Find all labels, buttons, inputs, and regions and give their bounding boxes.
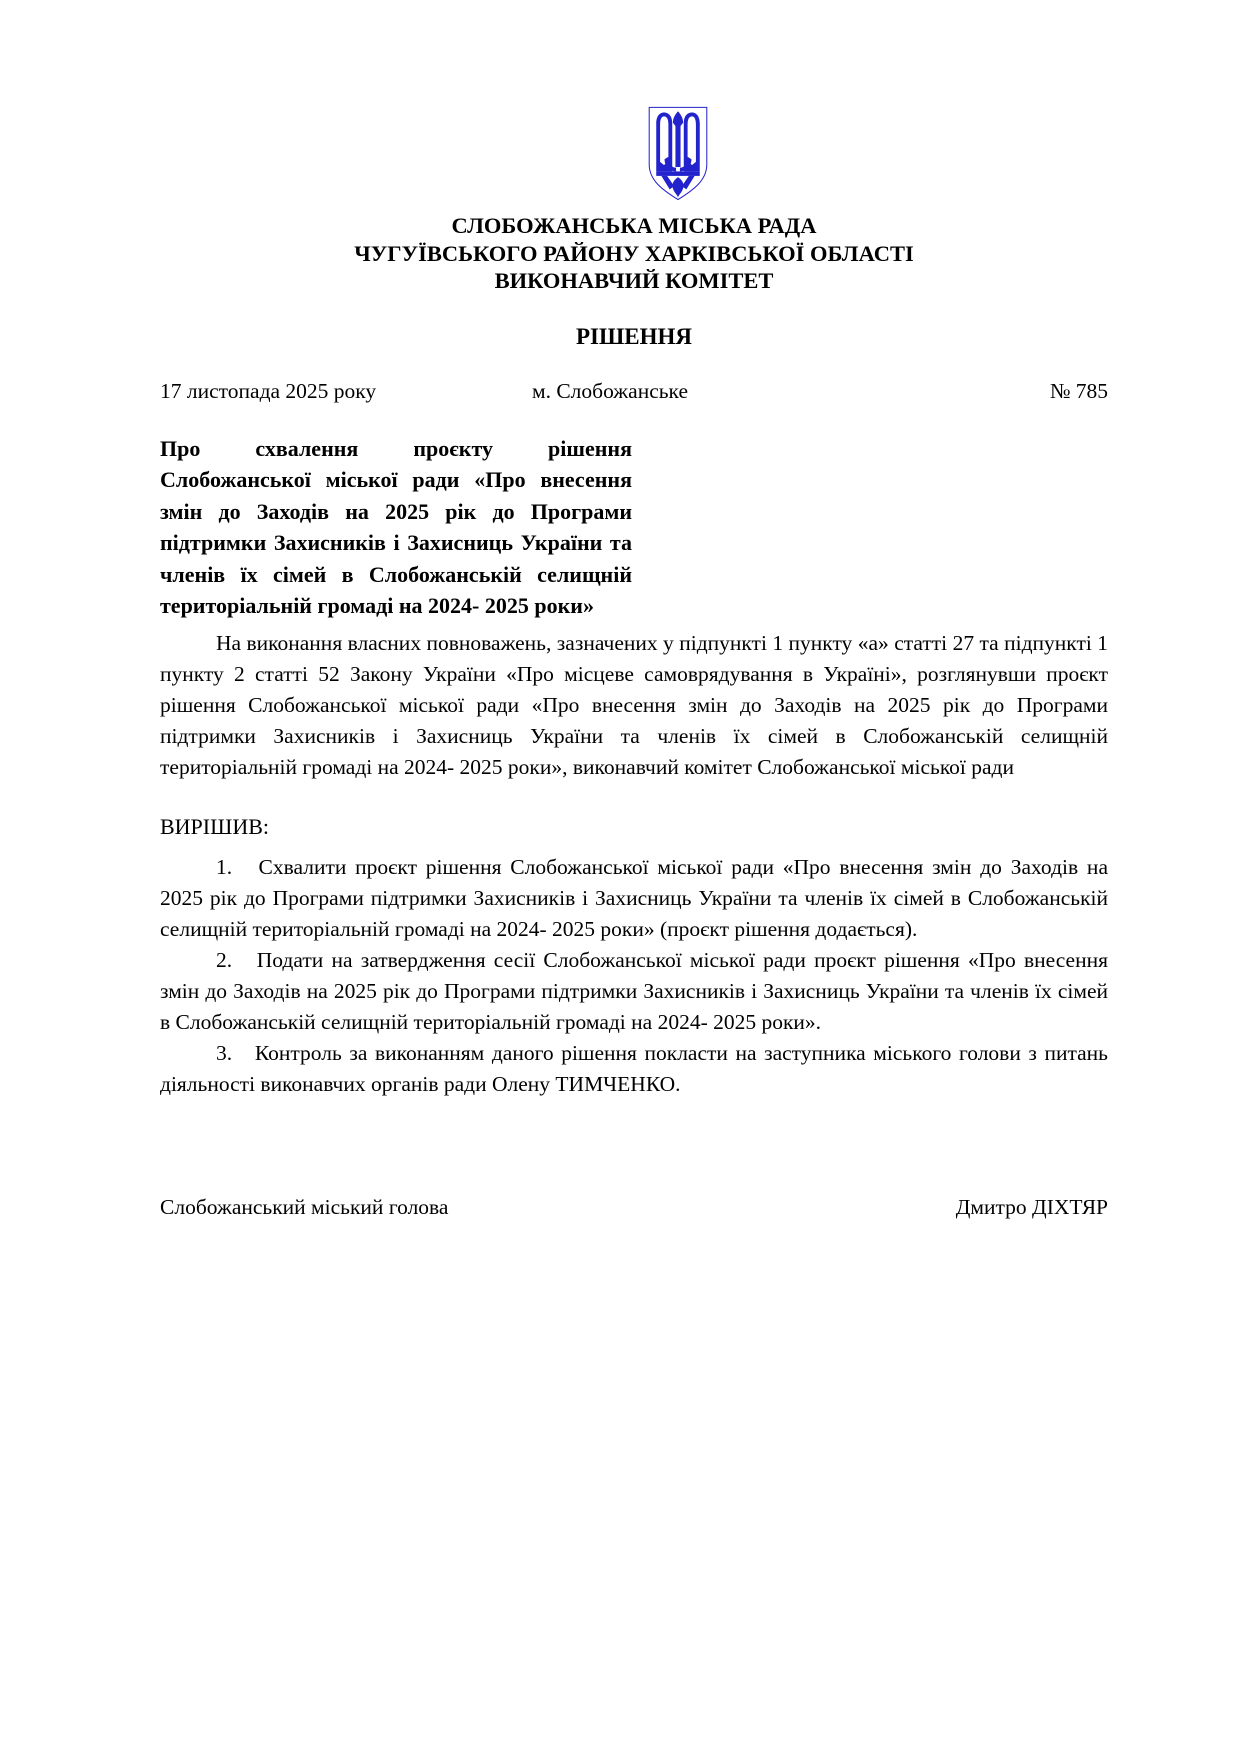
preamble-paragraph: На виконання власних повноважень, зазначених у підпункті 1 пункту «а» статті 27 та підпункті 1 пункту 2 статті 52 Закону України «Про місцеве самоврядування в Україні», розглянувши проєкт рішення Слобожанської міської ради «Про внесення змін до Заходів на 2025 рік до Програми підтримки Захисників і Захисниць України та членів їх сімей в Слобожанській селищній територіальній громаді на 2024- 2025 роки», виконавчий комітет Слобожанської міської ради bbox=[160, 630, 1108, 779]
date-row bbox=[160, 376, 1108, 407]
signature-position: Слобожанський міський голова bbox=[160, 1194, 449, 1219]
document-content bbox=[160, 105, 1108, 1223]
document-number: № 785 bbox=[1049, 378, 1108, 403]
signature-row bbox=[160, 1192, 1108, 1223]
document-date: 17 листопада 2025 року bbox=[160, 378, 377, 403]
resolution-item-1: 1. Схвалити проєкт рішення Слобожанської міської ради «Про внесення змін до Заходів на 2025 рік до Програми підтримки Захисників і Захисниць України та членів їх сімей в Слобожанській селищній територіальній громаді на 2024- 2025 роки» (проєкт рішення додається). bbox=[160, 854, 1108, 941]
document-place: м. Слобожанське bbox=[531, 378, 689, 403]
org-header bbox=[160, 212, 1108, 295]
org-name-line: СЛОБОЖАНСЬКА МІСЬКА РАДА bbox=[451, 213, 817, 238]
resolution-item-3: 3. Контроль за виконанням даного рішення покласти на заступника міського голови з питань діяльності виконавчих органів ради Олену ТИМЧЕНКО. bbox=[160, 1040, 1108, 1096]
ukraine-trident-emblem-icon bbox=[646, 105, 710, 202]
document-subject: Про схвалення проєкту рішення Слобожанської міської ради «Про внесення змін до Заходів на 2025 рік до Програми підтримки Захисників і Захисниць України та членів їх сімей в Слобожанській селищній територіальній громаді на 2024- 2025 роки» bbox=[160, 435, 632, 618]
document-type-title: РІШЕННЯ bbox=[576, 323, 692, 349]
resolution-items bbox=[160, 852, 1108, 1100]
org-committee-line: ВИКОНАВЧИЙ КОМІТЕТ bbox=[494, 268, 774, 293]
resolution-item-2: 2. Подати на затвердження сесії Слобожанської міської ради проєкт рішення «Про внесення змін до Заходів на 2025 рік до Програми підтримки Захисників і Захисниць України та членів їх сімей в Слобожанській селищній територіальній громаді на 2024- 2025 роки». bbox=[160, 947, 1108, 1034]
resolution-word: ВИРІШИВ: bbox=[160, 813, 269, 839]
signature-name: Дмитро ДІХТЯР bbox=[955, 1194, 1108, 1219]
org-district-line: ЧУГУЇВСЬКОГО РАЙОНУ ХАРКІВСЬКОЇ ОБЛАСТІ bbox=[354, 240, 914, 266]
